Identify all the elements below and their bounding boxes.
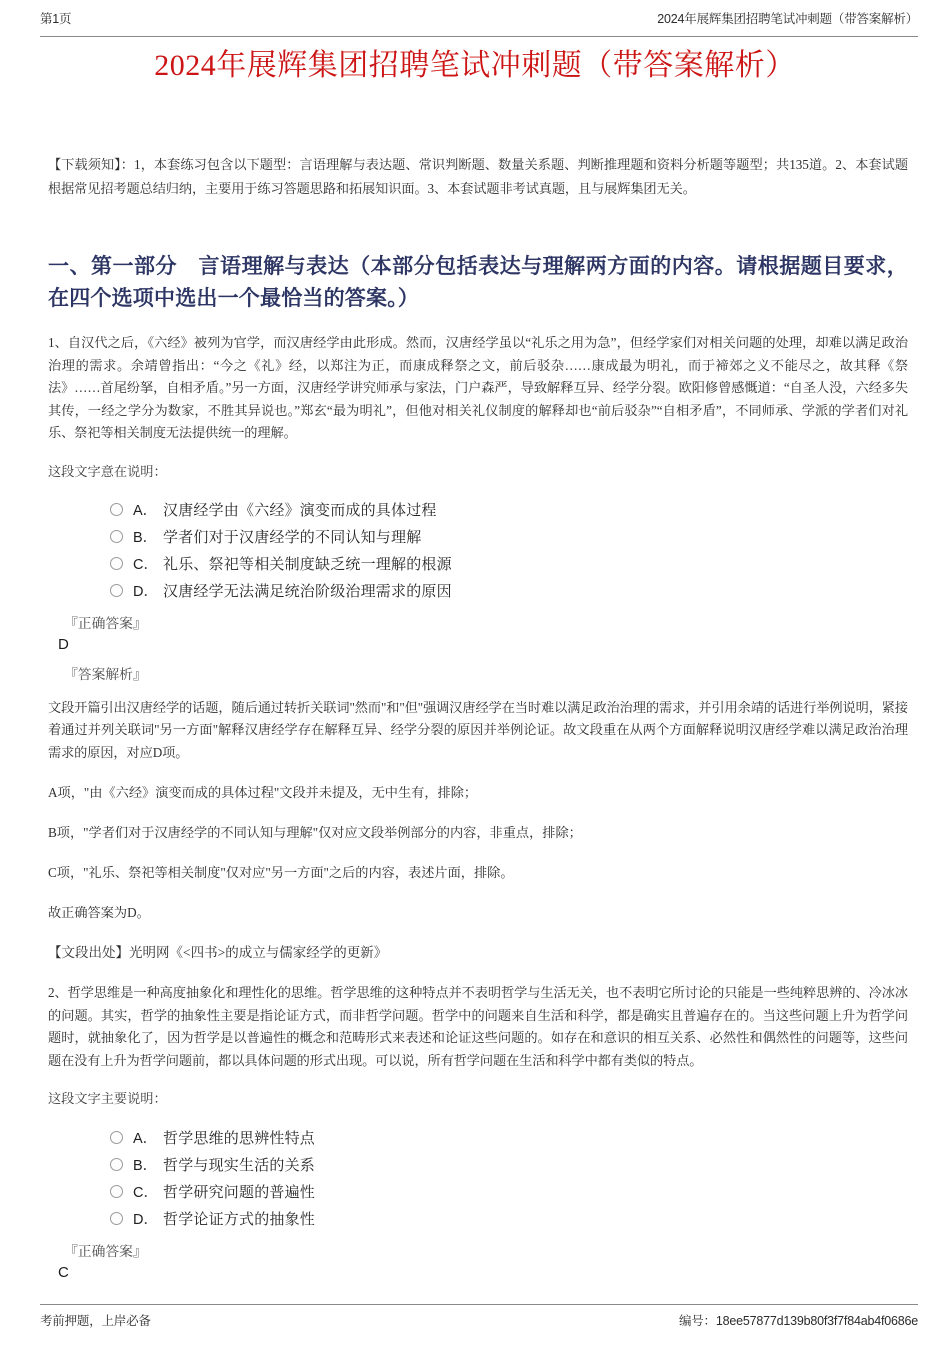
radio-icon[interactable] (110, 1158, 123, 1171)
option-text: 哲学思维的思辨性特点 (163, 1130, 316, 1147)
option-a[interactable] (48, 1124, 908, 1151)
passage-source: 【文段出处】光明网《<四书>的成立与儒家经学的更新》 (48, 945, 388, 961)
question-stem: 1、自汉代之后，《六经》被列为官学，而汉唐经学由此形成。然而，汉唐经学虽以“礼乐之用为急”，但经学家们对相关问题的处理，却难以满足政治治理的需求。余靖曾指出：“今之《礼》经，以郑注为正，而康成释祭之文，前后驳杂……康成最为明礼，而于褅郊之义不能尽之，故其释《祭法》……首尾纷拏，自相矛盾。”另一方面，汉唐经学讲究师承与家法，门户森严，导致解释互异、经学分裂。欧阳修曾感慨道：“自圣人没，六经多失其传，一经之学分为数家，不胜其异说也。”郑玄“最为明礼”，但他对相关礼仪制度的解释却也“前后驳杂”“自相矛盾”，不同师承、学派的学者们对礼乐、祭祀等相关制度无法提供统一的理解。 (48, 335, 908, 441)
option-text: 哲学研究问题的普遍性 (163, 1184, 316, 1201)
option-letter: C． (133, 556, 158, 573)
option-b[interactable] (48, 523, 908, 550)
option-letter: B． (133, 1157, 158, 1174)
analysis-item-b: B项，"学者们对于汉唐经学的不同认知与理解"仅对应文段举例部分的内容，非重点，排除； (48, 825, 582, 841)
option-letter: C． (133, 1184, 158, 1201)
question-block-1 (48, 332, 908, 964)
option-letter: D． (133, 583, 158, 600)
footer-slogan: 考前押题，上岸必备 (40, 1314, 151, 1328)
radio-icon[interactable] (110, 557, 123, 570)
radio-icon[interactable] (110, 1212, 123, 1225)
footer-document-id: 编号：18ee57877d139b80f3f7f84ab4f0686e (678, 1314, 918, 1328)
analysis-main-paragraph: 文段开篇引出汉唐经学的话题，随后通过转折关联词"然而"和"但"强调汉唐经学在当时难以满足政治治理的需求，并引用余靖的话进行举例说明，紧接着通过并列关联词"另一方面"解释汉唐经学存在解释互异、经学分裂的原因并举例论证。故文段重在从两个方面解释说明汉唐经学难以满足政治治理需求的原因，对应D项。 (48, 699, 908, 760)
option-d[interactable] (48, 1205, 908, 1232)
analysis-item-c: C项，"礼乐、祭祀等相关制度"仅对应"另一方面"之后的内容，表述片面，排除。 (48, 865, 514, 881)
question-prompt: 这段文字意在说明： (48, 463, 167, 479)
page-number-label: 第1页 (40, 12, 72, 26)
analysis-conclusion: 故正确答案为D。 (48, 905, 150, 921)
page-running-header (40, 12, 918, 37)
option-list (48, 1124, 908, 1232)
radio-icon[interactable] (110, 1131, 123, 1144)
radio-icon[interactable] (110, 503, 123, 516)
analysis-item-a: A项，"由《六经》演变而成的具体过程"文段并未提及，无中生有，排除； (48, 785, 478, 801)
correct-answer-label: 『正确答案』 (64, 1243, 147, 1259)
option-letter: A． (133, 502, 158, 519)
option-text: 汉唐经学无法满足统治阶级治理需求的原因 (163, 583, 452, 600)
document-body (48, 140, 908, 1283)
option-text: 哲学论证方式的抽象性 (163, 1211, 316, 1228)
question-block-2 (48, 982, 908, 1282)
question-prompt: 这段文字主要说明： (48, 1091, 167, 1107)
option-list (48, 496, 908, 604)
running-title: 2024年展辉集团招聘笔试冲刺题（带答案解析） (657, 12, 918, 26)
download-notice: 【下载须知】：1，本套练习包含以下题型：言语理解与表达题、常识判断题、数量关系题、判断推理题和资料分析题等题型；共135道。2、本套试题根据常见招考题总结归纳，主要用于练习答题思路和拓展知识面。3、本套试题非考试真题，且与展辉集团无关。 (48, 157, 908, 196)
option-a[interactable] (48, 496, 908, 523)
option-c[interactable] (48, 550, 908, 577)
answer-analysis-label: 『答案解析』 (64, 666, 147, 682)
correct-answer-label: 『正确答案』 (64, 615, 147, 631)
radio-icon[interactable] (110, 1185, 123, 1198)
document-title: 2024年展辉集团招聘笔试冲刺题（带答案解析） (154, 49, 796, 82)
option-text: 学者们对于汉唐经学的不同认知与理解 (163, 529, 422, 546)
option-letter: D． (133, 1211, 158, 1228)
radio-icon[interactable] (110, 530, 123, 543)
option-letter: A． (133, 1130, 158, 1147)
question-stem: 2、哲学思维是一种高度抽象化和理性化的思维。哲学思维的这种特点并不表明哲学与生活无关，也不表明它所讨论的只能是一些纯粹思辨的、冷冰冰的问题。其实，哲学的抽象性主要是指论证方式，而非哲学问题。哲学中的问题来自生活和科学，都是确实且普遍存在的。当这些问题上升为哲学问题时，就抽象化了，因为哲学是以普遍性的概念和范畴形式来表述和论证这些问题的。如存在和意识的相互关系、必然性和偶然性的问题等，这些问题在没有上升为哲学问题前，都以具体问题的形式出现。可以说，所有哲学问题在生活和科学中都有类似的特点。 (48, 985, 908, 1068)
option-text: 汉唐经学由《六经》演变而成的具体过程 (163, 502, 437, 519)
radio-icon[interactable] (110, 584, 123, 597)
option-letter: B． (133, 529, 158, 546)
page-running-footer (40, 1304, 918, 1331)
correct-answer-value: C (58, 1263, 69, 1281)
correct-answer-value: D (58, 635, 69, 653)
section-heading-part-one: 一、第一部分 言语理解与表达（本部分包括表达与理解两方面的内容。请根据题目要求，在四个选项中选出一个最恰当的答案。） (48, 254, 908, 311)
option-text: 礼乐、祭祀等相关制度缺乏统一理解的根源 (163, 556, 452, 573)
option-d[interactable] (48, 577, 908, 604)
option-c[interactable] (48, 1178, 908, 1205)
option-b[interactable] (48, 1151, 908, 1178)
option-text: 哲学与现实生活的关系 (163, 1157, 316, 1174)
